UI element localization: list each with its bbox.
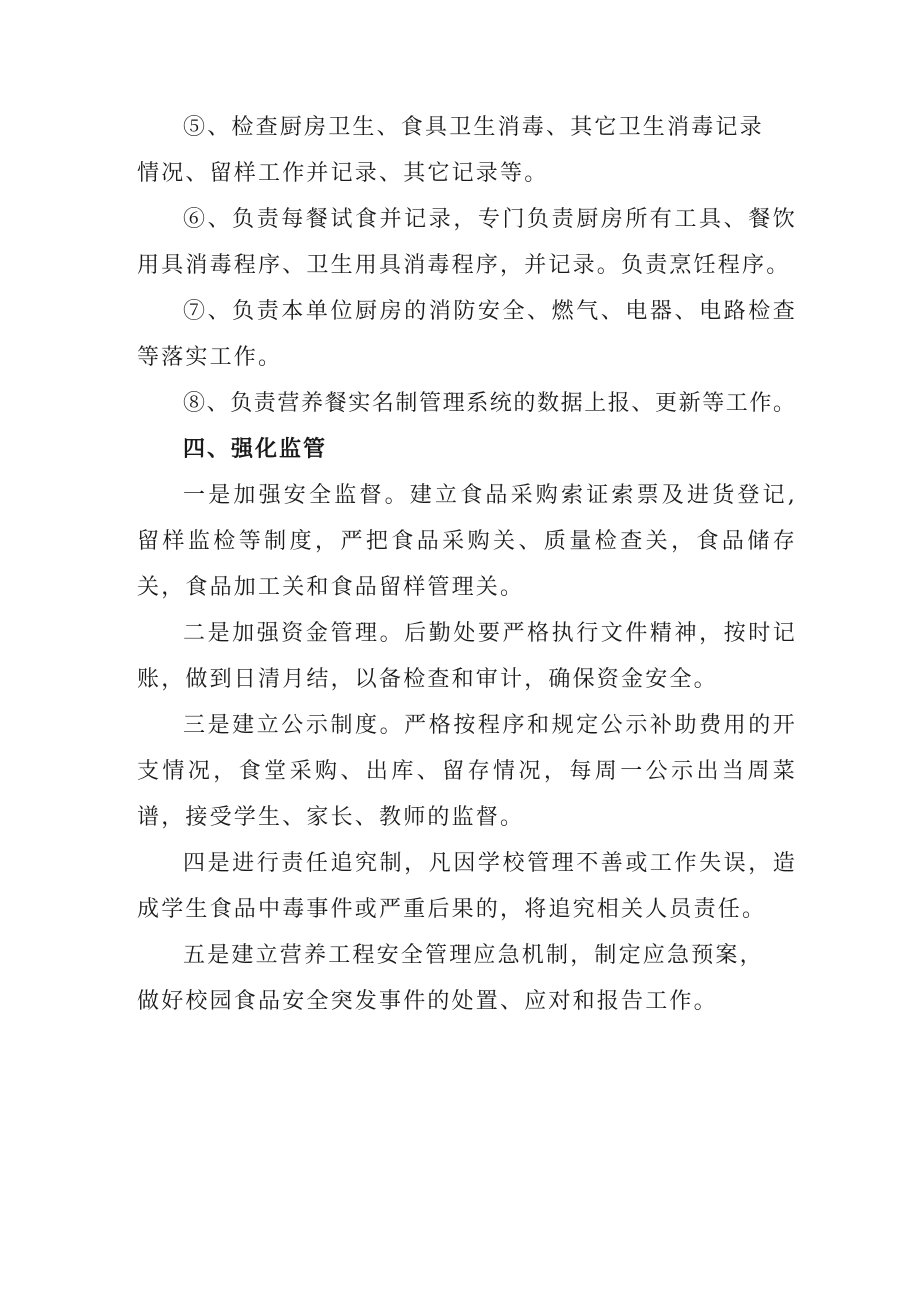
- paragraph-measure-2: 二是加强资金管理。后勤处要严格执行文件精神，按时记账，做到日清月结，以备检查和审计，确保资金安全。: [137, 621, 797, 692]
- paragraph-measure-3: 三是建立公示制度。严格按程序和规定公示补助费用的开支情况，食堂采购、出库、留存情况，每周一公示出当周菜谱，接受学生、家长、教师的监督。: [137, 713, 797, 830]
- paragraph-measure-4: 四是进行责任追究制，凡因学校管理不善或工作失误，造成学生食品中毒事件或严重后果的，将追究相关人员责任。: [137, 851, 797, 922]
- paragraph-item-7: ⑦、负责本单位厨房的消防安全、燃气、电器、电路检查等落实工作。: [137, 299, 797, 370]
- paragraph-line: 五是建立营养工程安全管理应急机制，制定应急预案，: [183, 943, 764, 968]
- paragraph-item-8: ⑧、负责营养餐实名制管理系统的数据上报、更新等工作。: [183, 391, 797, 416]
- paragraph-line: ⑤、检查厨房卫生、食具卫生消毒、其它卫生消毒记录: [183, 115, 764, 140]
- paragraph-item-6: ⑥、负责每餐试食并记录，专门负责厨房所有工具、餐饮用具消毒程序、卫生用具消毒程序，并记录。负责烹饪程序。: [137, 207, 797, 278]
- paragraph-line: 情况、留样工作并记录、其它记录等。: [137, 161, 549, 186]
- paragraph-measure-1: 一是加强安全监督。建立食品采购索证索票及进货登记,留样监检等制度，严把食品采购关、质量检查关，食品储存关，食品加工关和食品留样管理关。: [137, 483, 797, 600]
- document-body: [137, 105, 797, 1025]
- paragraph-line: 做好校园食品安全突发事件的处置、应对和报告工作。: [137, 989, 718, 1014]
- paragraph-item-5: [137, 105, 797, 197]
- paragraph-measure-5: [137, 933, 797, 1025]
- section-heading: 四、强化监管: [183, 437, 328, 462]
